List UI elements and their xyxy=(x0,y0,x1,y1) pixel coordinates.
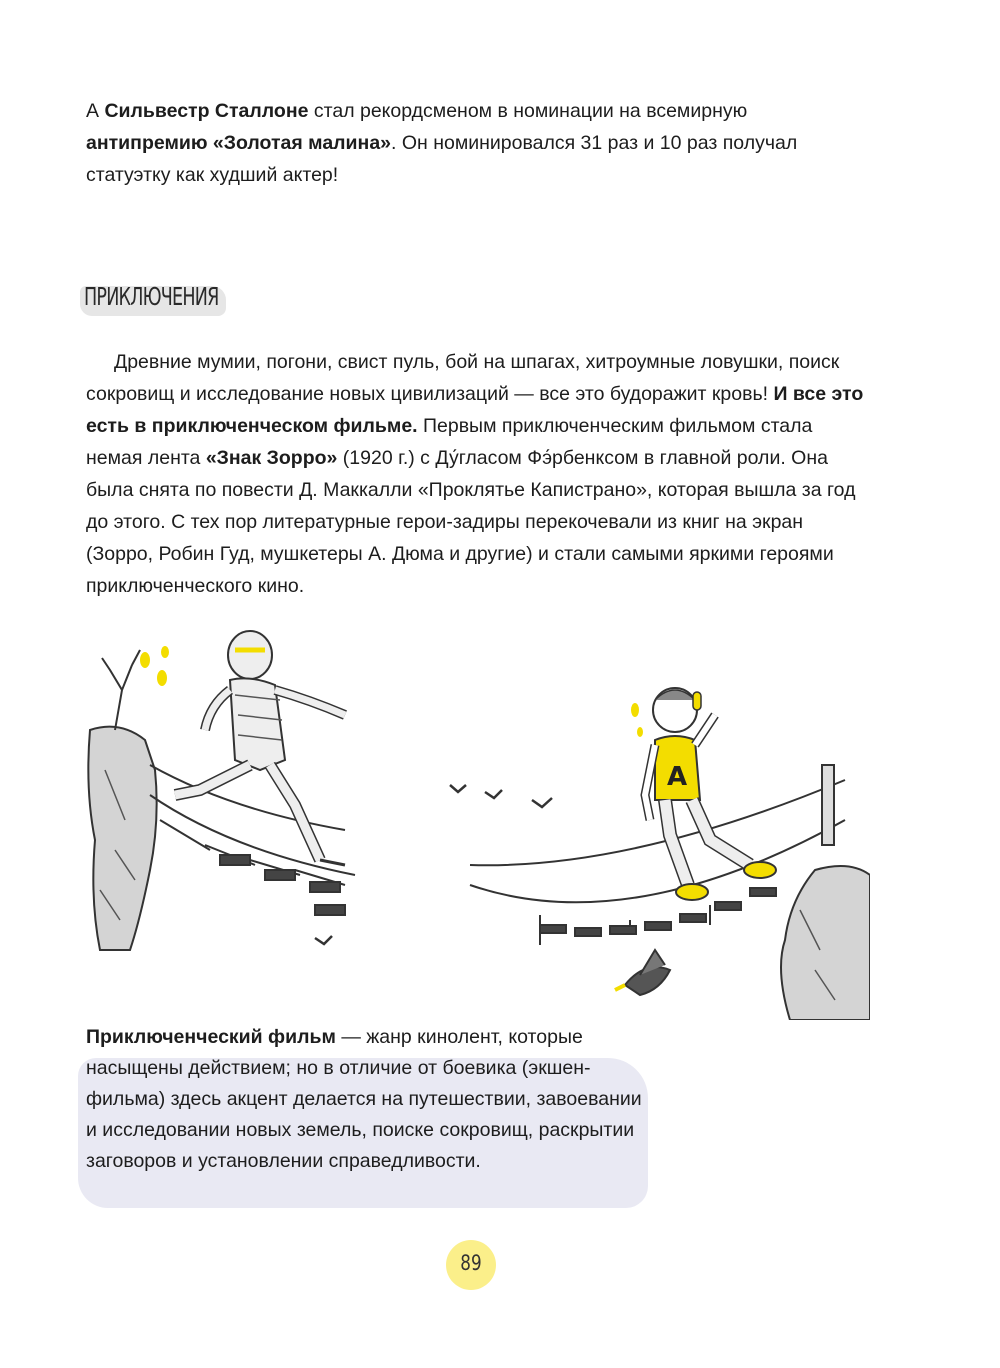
crow-bird xyxy=(615,950,670,995)
page-number-badge xyxy=(446,1240,496,1290)
intro-bold-stallone: Сильвестр Сталлоне xyxy=(104,100,309,122)
mummy-alarm-marks xyxy=(140,646,169,686)
main-bold-zorro: «Знак Зорро» xyxy=(205,447,338,469)
definition-text: — жанр кинолент, которые насыщены действием; но в отличие от боевика (экшен-фильма) здесь акцент делается на путешествии, завоевании и исследовании новых земель, поиске сокровищ, раскрытии заговоров и установлении справедливости. xyxy=(86,1026,642,1172)
intro-text-3: . Он номинировался 31 раз и 10 раз получал статуэтку как худший актер! xyxy=(86,132,798,186)
page-number: 89 xyxy=(460,1251,482,1275)
intro-text-1: А xyxy=(86,100,105,122)
section-heading: ПРИКЛЮЧЕНИЯ xyxy=(84,282,219,311)
intro-text-2: стал рекордсменом в номинации на всемирную xyxy=(308,100,748,122)
mummy-figure xyxy=(175,631,345,865)
left-cliff xyxy=(88,727,156,950)
section-heading-block xyxy=(80,280,230,318)
boy-figure xyxy=(645,688,776,900)
dead-tree xyxy=(102,650,140,730)
intro-paragraph xyxy=(86,95,866,191)
main-bold-1: И все это есть в приключенческом фильме. xyxy=(86,383,864,437)
boy-alarm-marks xyxy=(631,703,643,737)
right-cliff xyxy=(781,866,870,1020)
intro-bold-razzie: антипремию «Золотая малина» xyxy=(86,132,392,154)
definition-term: Приключенческий фильм xyxy=(86,1026,336,1048)
shirt-letter: A xyxy=(666,762,688,792)
adventure-illustration xyxy=(70,620,870,1020)
main-text-1: Древние мумии, погони, свист пуль, бой на шпагах, хитроумные ловушки, поиск сокровищ и исследование новых цивилизаций — все это будоражит кровь! xyxy=(86,351,840,405)
main-text-2: Первым приключенческим фильмом стала немая лента xyxy=(86,415,813,469)
definition-box xyxy=(86,1022,646,1216)
main-text-3: (1920 г.) с Ду́гласом Фэ́рбенксом в главной роли. Она была снята по повести Д. Маккалли «Проклятье Капистрано», которая вышла за год до этого. С тех пор литературные герои-задиры перекочевали из книг на экран (Зорро, Робин Гуд, мушкетеры А. Дюма и другие) и стали самыми яркими героями приключенческого кино. xyxy=(86,447,856,597)
main-paragraph xyxy=(86,346,866,602)
definition-paragraph xyxy=(86,1022,646,1177)
left-bridge xyxy=(150,765,355,915)
